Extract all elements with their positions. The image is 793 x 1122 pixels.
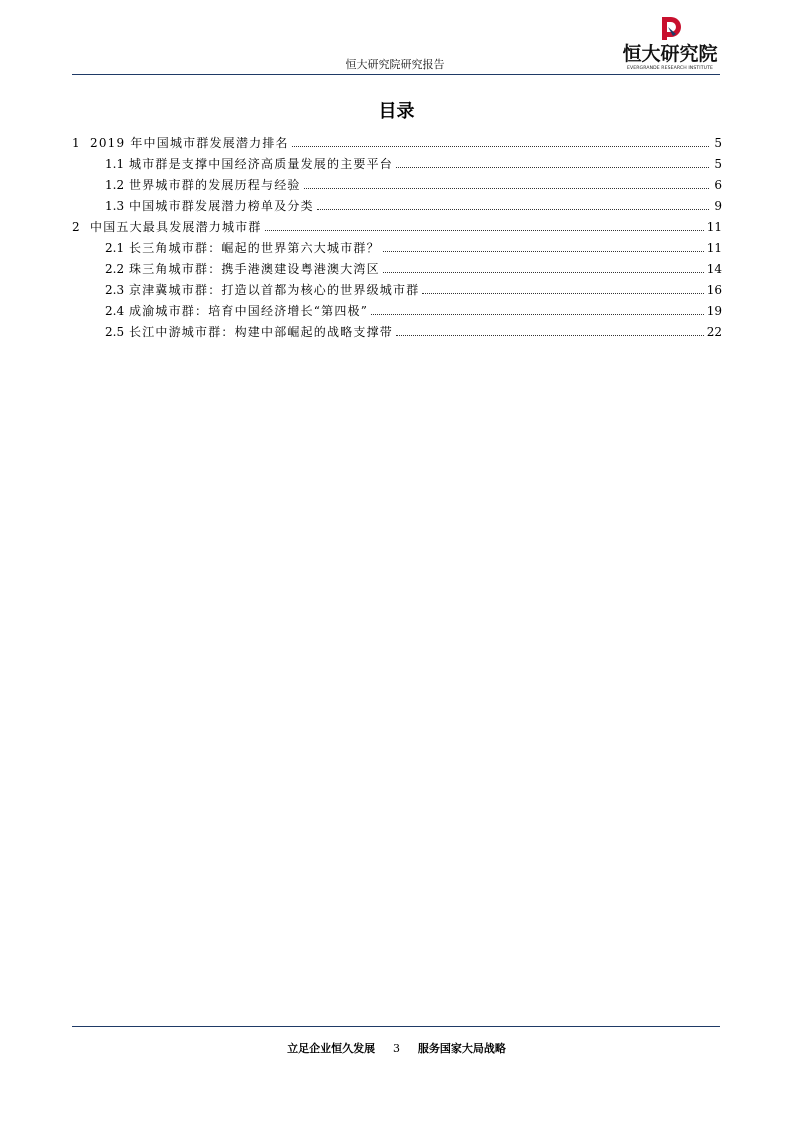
toc-entry-number: 1 (72, 136, 80, 150)
evergrande-logo (620, 14, 720, 72)
toc-entry-page: 11 (706, 241, 722, 255)
toc-dot-leader (304, 188, 709, 189)
toc-entry-page: 22 (706, 325, 722, 339)
toc-dot-leader (383, 251, 704, 252)
toc-entry[interactable] (72, 298, 722, 319)
toc-heading: 目录 (378, 101, 415, 122)
logo-text-cn: 恒大研究院 (622, 43, 718, 65)
toc-entry-number: 2.5 (105, 325, 125, 339)
report-header-title: 恒大研究院研究报告 (345, 58, 445, 71)
toc-entry[interactable] (72, 256, 722, 277)
toc-dot-leader (317, 209, 709, 210)
toc-entry[interactable] (72, 319, 722, 340)
toc-entry-title: 京津冀城市群：打造以首都为核心的世界级城市群 (129, 283, 420, 297)
toc-entry-number: 1.2 (105, 178, 125, 192)
toc-dot-leader (396, 167, 709, 168)
toc-entry-number: 2.3 (105, 283, 125, 297)
toc-entry-number: 2.1 (105, 241, 125, 255)
toc-entry-page: 5 (714, 157, 722, 171)
toc-entry-page: 6 (714, 178, 722, 192)
toc-entry-title: 成渝城市群：培育中国经济增长“第四极” (129, 304, 369, 318)
toc-entry-number: 1.1 (105, 157, 125, 171)
toc-dot-leader (292, 146, 709, 147)
logo-mark-icon (656, 14, 684, 42)
toc-entry-page: 14 (706, 262, 722, 276)
toc-entry-page: 5 (714, 136, 722, 150)
footer-divider (72, 1026, 720, 1027)
footer-slogan-right: 服务国家大局战略 (417, 1042, 506, 1055)
toc-dot-leader (396, 335, 704, 336)
toc-entry-page: 16 (706, 283, 722, 297)
toc-dot-leader (371, 314, 704, 315)
toc-entry[interactable] (72, 214, 722, 235)
logo-text-en: EVERGRANDE RESEARCH INSTITUTE (627, 66, 713, 71)
footer-slogan-left: 立足企业恒久发展 (287, 1042, 376, 1055)
toc-entry-page: 19 (706, 304, 722, 318)
toc-entry[interactable] (72, 130, 722, 151)
toc-entry[interactable] (72, 277, 722, 298)
toc-entry-title: 珠三角城市群：携手港澳建设粤港澳大湾区 (129, 262, 380, 276)
toc-entry-number: 2.2 (105, 262, 125, 276)
toc-entry-page: 11 (706, 220, 722, 234)
page-number: 3 (393, 1042, 400, 1055)
toc-entry-number: 2.4 (105, 304, 125, 318)
toc-entry[interactable] (72, 172, 722, 193)
toc-entry-title: 中国五大最具发展潜力城市群 (90, 220, 262, 234)
toc-entry-number: 2 (72, 220, 80, 234)
toc-dot-leader (265, 230, 704, 231)
toc-entry[interactable] (72, 235, 722, 256)
page-footer (0, 1040, 793, 1056)
toc-entry-number: 1.3 (105, 199, 125, 213)
toc-entry-title: 世界城市群的发展历程与经验 (129, 178, 301, 192)
toc-entry-title: 长三角城市群：崛起的世界第六大城市群？ (129, 241, 380, 255)
toc-entry[interactable] (72, 193, 722, 214)
toc-entry-title: 2019 年中国城市群发展潜力排名 (90, 136, 289, 150)
toc-entry[interactable] (72, 151, 722, 172)
header-divider (72, 74, 720, 75)
toc-dot-leader (422, 293, 703, 294)
toc-entry-page: 9 (714, 199, 722, 213)
toc-entry-title: 中国城市群发展潜力榜单及分类 (129, 199, 314, 213)
toc-dot-leader (383, 272, 704, 273)
table-of-contents (72, 130, 722, 340)
toc-entry-title: 长江中游城市群：构建中部崛起的战略支撑带 (129, 325, 394, 339)
toc-entry-title: 城市群是支撑中国经济高质量发展的主要平台 (129, 157, 394, 171)
